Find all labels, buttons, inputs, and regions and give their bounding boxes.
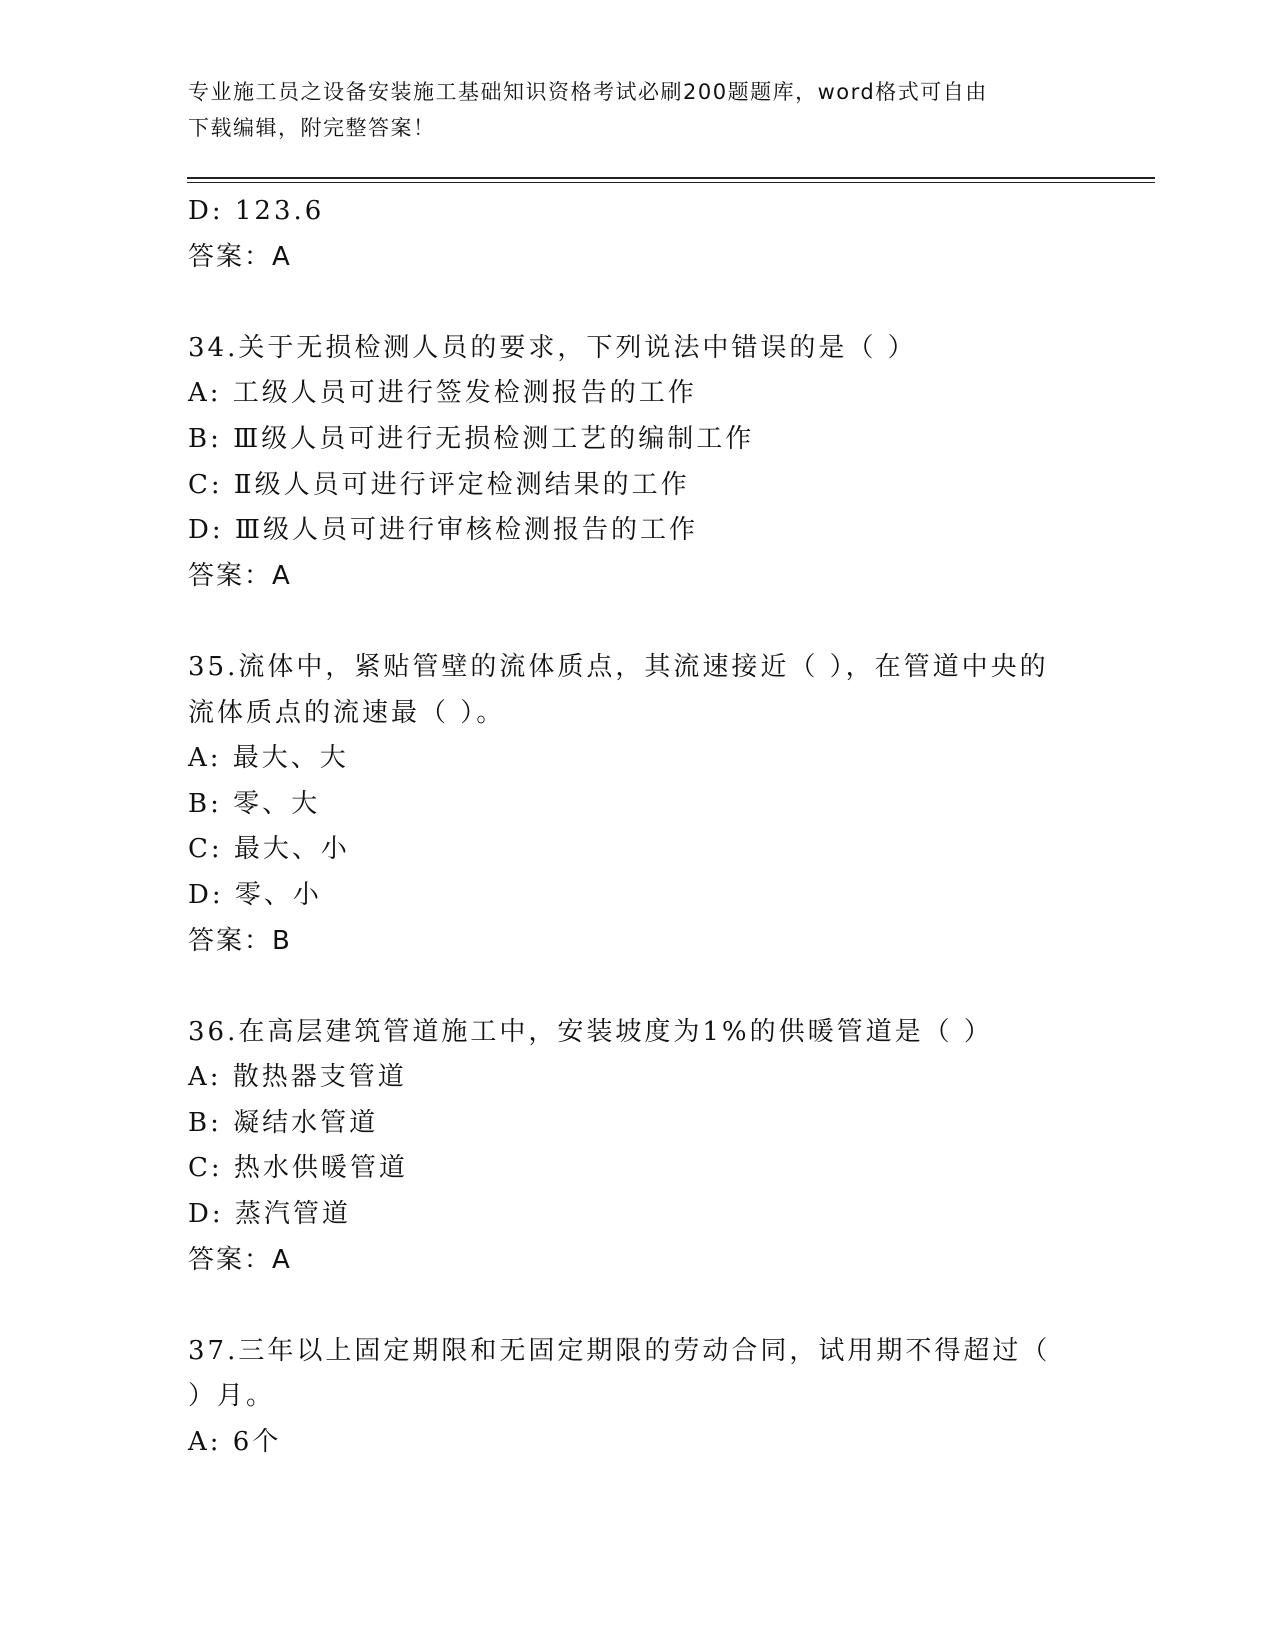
answer-line: 答案：A: [188, 560, 292, 591]
page-header: [188, 74, 1068, 146]
answer-line: 答案：B: [188, 925, 292, 956]
spacer: [188, 599, 1088, 645]
header-line-2: 下载编辑，附完整答案！: [188, 116, 436, 140]
option-d: D: Ⅲ级人员可进行审核检测报告的工作: [188, 515, 698, 546]
option-a: A: 6个: [188, 1427, 282, 1458]
spacer: [188, 1283, 1088, 1329]
question-text-cont: ）月。: [188, 1381, 276, 1412]
question-text-cont: 流体质点的流速最（ ）。: [188, 697, 506, 728]
option-d: D: 蒸汽管道: [188, 1199, 351, 1230]
spacer: [188, 964, 1088, 1010]
option-b: B: 凝结水管道: [188, 1107, 379, 1138]
question-block-37: [188, 1329, 1088, 1466]
question-block-36: [188, 1010, 1088, 1284]
question-text: 34.关于无损检测人员的要求，下列说法中错误的是（ ）: [188, 332, 917, 363]
option-a: A: 最大、大: [188, 743, 349, 774]
question-list: [188, 189, 1088, 1466]
header-divider-thin: [187, 182, 1155, 183]
question-block-34: [188, 326, 1088, 600]
header-divider-thick: [187, 177, 1155, 179]
option-c: C: 热水供暖管道: [188, 1153, 408, 1184]
question-text: 35.流体中，紧贴管壁的流体质点，其流速接近（ ），在管道中央的: [188, 651, 1049, 682]
question-block-35: [188, 645, 1088, 964]
spacer: [188, 280, 1088, 326]
option-a: A: 散热器支管道: [188, 1062, 407, 1093]
option-d: D: 123.6: [188, 196, 325, 226]
answer-line: 答案：A: [188, 241, 292, 272]
question-text: 36.在高层建筑管道施工中，安装坡度为1%的供暖管道是（ ）: [188, 1016, 993, 1047]
option-c: C: Ⅱ级人员可进行评定检测结果的工作: [188, 469, 690, 500]
option-c: C: 最大、小: [188, 834, 350, 865]
header-line-1: 专业施工员之设备安装施工基础知识资格考试必刷200题题库，word格式可自由: [188, 80, 988, 104]
option-d: D: 零、小: [188, 879, 322, 910]
answer-line: 答案：A: [188, 1244, 292, 1275]
question-text: 37.三年以上固定期限和无固定期限的劳动合同，试用期不得超过（: [188, 1335, 1051, 1366]
option-a: A: 工级人员可进行签发检测报告的工作: [188, 378, 697, 409]
option-b: B: Ⅲ级人员可进行无损检测工艺的编制工作: [188, 423, 755, 454]
option-b: B: 零、大: [188, 788, 321, 819]
